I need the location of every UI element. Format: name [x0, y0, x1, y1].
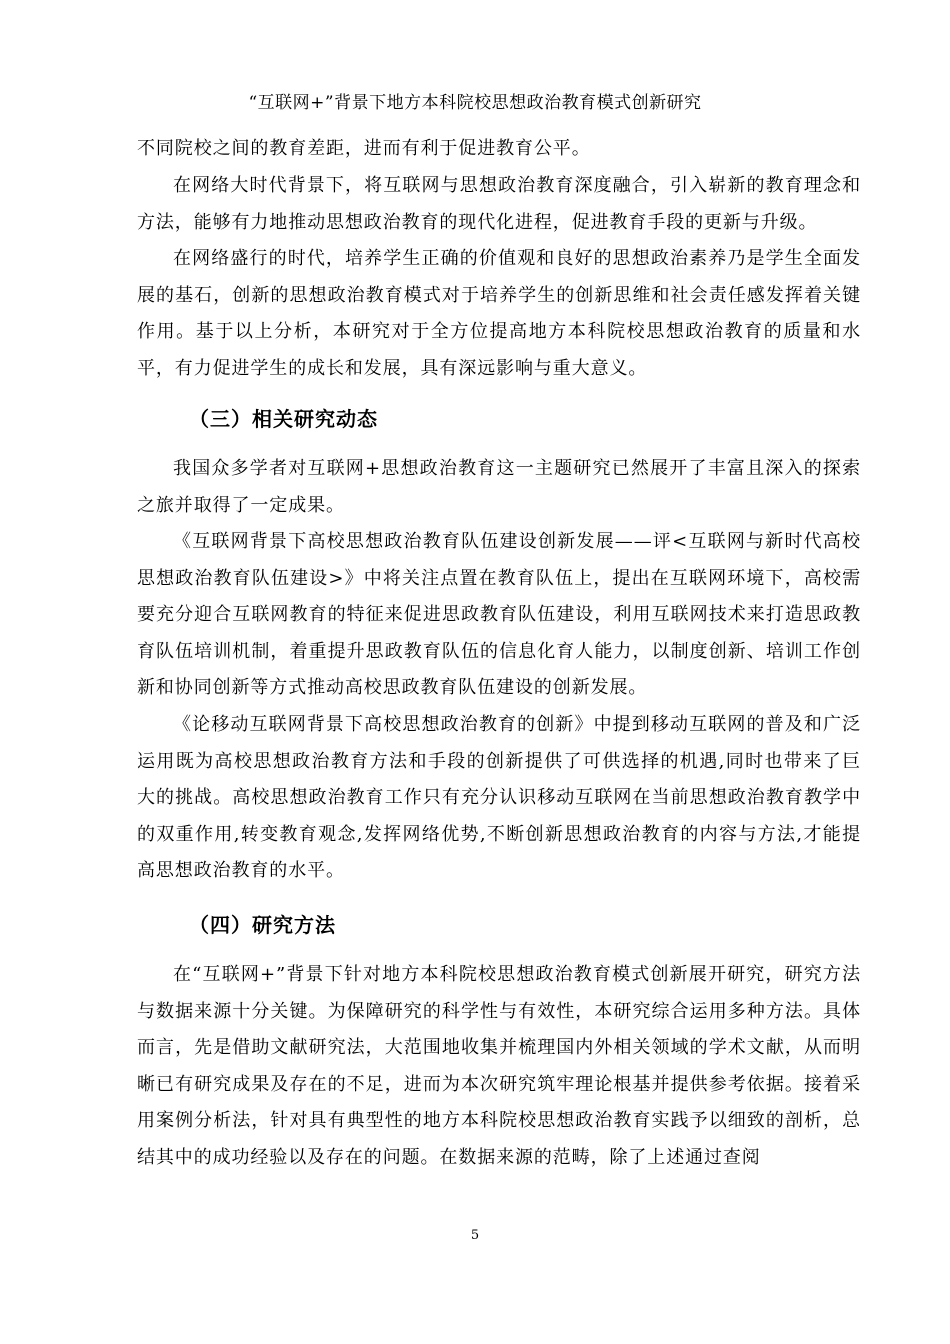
- paragraph-integration: 在网络大时代背景下，将互联网与思想政治教育深度融合，引入崭新的教育理念和方法，能够有力地推动思想政治教育的现代化进程，促进教育手段的更新与升级。: [137, 175, 861, 233]
- paragraph-team-building: 《互联网背景下高校思想政治教育队伍建设创新发展——评<互联网与新时代高校思想政治教育队伍建设>》中将关注点置在教育队伍上，提出在互联网环境下，高校需要充分迎合互联网教育的特征来促进思政教育队伍建设，利用互联网技术来打造思政教育队伍培训机制，着重提升思政教育队伍的信息化育人能力，以制度创新、培训工作创新和协同创新等方式推动高校思政教育队伍建设的创新发展。: [137, 531, 861, 699]
- paragraph-significance: 在网络盛行的时代，培养学生正确的价值观和良好的思想政治素养乃是学生全面发展的基石，创新的思想政治教育模式对于培养学生的创新思维和社会责任感发挥着关键作用。基于以上分析，本研究对于全方位提高地方本科院校思想政治教育的质量和水平，有力促进学生的成长和发展，具有深远影响与重大意义。: [137, 248, 861, 379]
- section-heading-research-trends: （三）相关研究动态: [189, 407, 378, 431]
- section-heading-methods: （四）研究方法: [189, 913, 336, 937]
- paragraph-mobile-internet: 《论移动互联网背景下高校思想政治教育的创新》中提到移动互联网的普及和广泛运用既为高校思想政治教育方法和手段的创新提供了可供选择的机遇,同时也带来了巨大的挑战。高校思想政治教育工作只有充分认识移动互联网在当前思想政治教育教学中的双重作用,转变教育观念,发挥网络优势,不断创新思想政治教育的内容与方法,才能提高思想政治教育的水平。: [137, 714, 861, 882]
- paragraph-methods: 在“互联网+”背景下针对地方本科院校思想政治教育模式创新展开研究，研究方法与数据来源十分关键。为保障研究的科学性与有效性，本研究综合运用多种方法。具体而言，先是借助文献研究法，大范围地收集并梳理国内外相关领域的学术文献，从而明晰已有研究成果及存在的不足，进而为本次研究筑牢理论根基并提供参考依据。接着采用案例分析法，针对具有典型性的地方本科院校思想政治教育实践予以细致的剖析，总结其中的成功经验以及存在的问题。在数据来源的范畴，除了上述通过查阅: [137, 964, 861, 1168]
- paragraph-continuation: 不同院校之间的教育差距，进而有利于促进教育公平。: [137, 138, 591, 159]
- page-number: 5: [470, 1228, 480, 1243]
- paragraph-scholars: 我国众多学者对互联网+思想政治教育这一主题研究已然展开了丰富且深入的探索之旅并取得了一定成果。: [137, 458, 861, 516]
- running-header: “互联网+”背景下地方本科院校思想政治教育模式创新研究: [248, 93, 702, 113]
